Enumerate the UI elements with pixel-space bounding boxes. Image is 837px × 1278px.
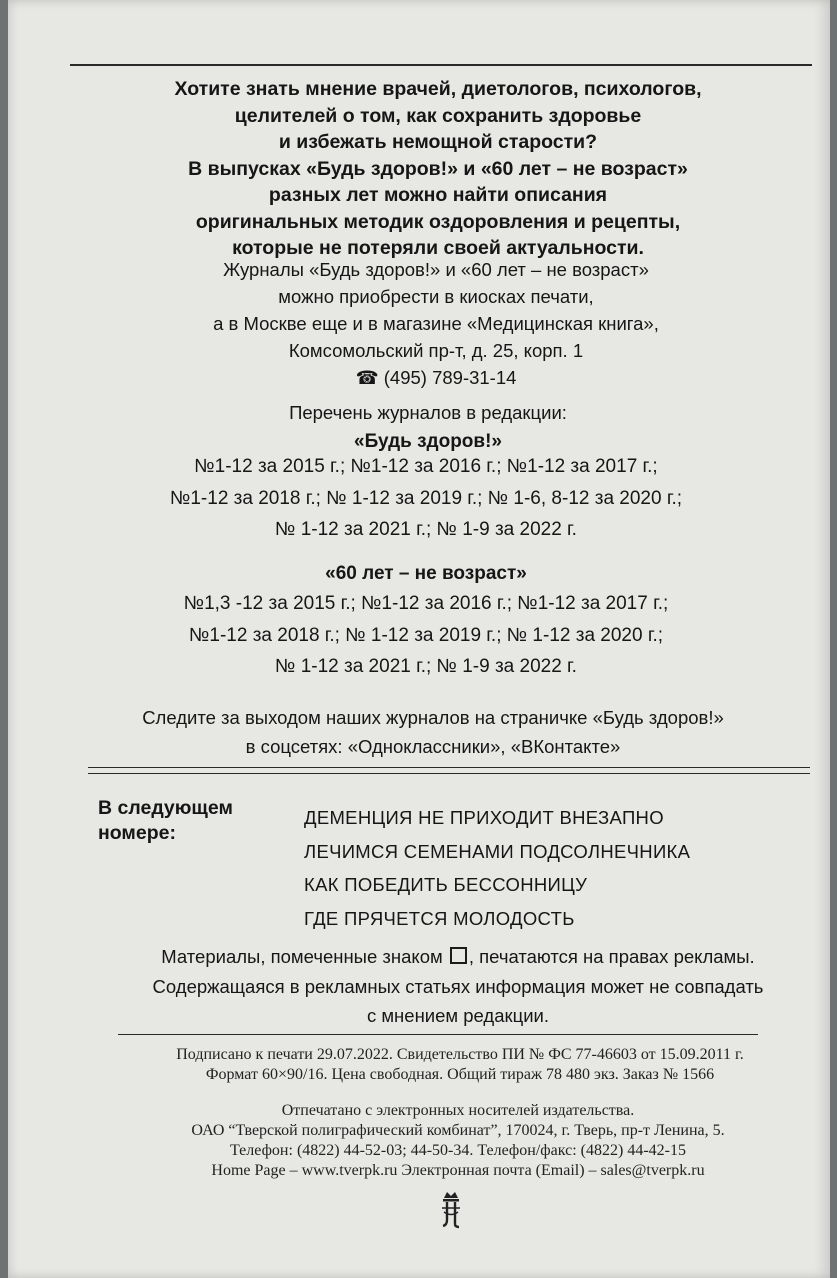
intro-line: целителей о том, как сохранить здоровье [234, 104, 642, 127]
next-issue-label-line: В следующем [98, 797, 233, 819]
next-issue-topic: ДЕМЕНЦИЯ НЕ ПРИХОДИТ ВНЕЗАПНО [304, 807, 664, 828]
magazine-page [8, 0, 830, 1278]
section-rule-top [88, 767, 810, 768]
list-heading-text: Перечень журналов в редакции: [289, 402, 567, 423]
ad-notice-line [68, 942, 837, 972]
issue-line: №1-12 за 2018 г.; № 1-12 за 2019 г.; № 1-6, 8-12 за 2020 г.; [169, 487, 683, 509]
magazine-issues-60-let [26, 560, 826, 683]
issue-line: №1-12 за 2018 г.; № 1-12 за 2019 г.; № 1-12 за 2020 г.; [189, 624, 663, 646]
imprint-line: Телефон: (4822) 44-52-03; 44-50-34. Телефон/факс: (4822) 44-42-15 [230, 1142, 686, 1159]
imprint-line: Home Page – www.tverpk.ru Электронная почта (Email) – sales@tverpk.ru [211, 1162, 705, 1179]
top-rule [70, 64, 812, 66]
next-issue-label-line: номере: [98, 822, 176, 844]
purchase-line: а в Москве еще и в магазине «Медицинская книга», [213, 313, 659, 334]
magazine-title-60-let: «60 лет – не возраст» [325, 563, 527, 584]
intro-line: и избежать немощной старости? [278, 131, 598, 153]
advertising-notice [68, 942, 837, 1031]
publication-imprint [60, 1045, 837, 1085]
intro-text [58, 76, 818, 262]
purchase-line: Журналы «Будь здоров!» и «60 лет – не возраст» [223, 259, 649, 280]
social-follow-text [38, 703, 828, 761]
phone-number: (495) 789-31-14 [383, 367, 517, 388]
next-issue-topic: КАК ПОБЕДИТЬ БЕССОННИЦУ [304, 874, 588, 895]
issue-line: №1,3 -12 за 2015 г.; №1-12 за 2016 г.; №1-12 за 2017 г.; [183, 593, 669, 614]
imprint-line: Подписано к печати 29.07.2022. Свидетельство ПИ № ФС 77-46603 от 15.09.2011 г. [176, 1046, 744, 1063]
printing-house-monogram-icon [436, 1190, 466, 1230]
ad-notice-line: Содержащаяся в рекламных статьях информация может не совпадать [152, 975, 764, 997]
next-issue-topic: ГДЕ ПРЯЧЕТСЯ МОЛОДОСТЬ [304, 907, 575, 929]
ad-notice-text: , печатаются на правах рекламы. [468, 946, 755, 967]
imprint-rule [118, 1034, 758, 1035]
telephone-icon: ☎ [355, 367, 379, 388]
issue-line: № 1-12 за 2021 г.; № 1-9 за 2022 г. [275, 656, 577, 677]
ad-notice-text: Материалы, помеченные знаком [161, 946, 443, 967]
ad-notice-line: с мнением редакции. [366, 1005, 550, 1026]
intro-line: Хотите знать мнение врачей, диетологов, психологов, [174, 78, 702, 100]
imprint-line: ОАО “Тверской полиграфический комбинат”, 170024, г. Тверь, пр-т Ленина, 5. [191, 1122, 725, 1139]
issue-line: №1-12 за 2015 г.; №1-12 за 2016 г.; №1-12 за 2017 г.; [194, 456, 658, 477]
magazine-title-bud-zdorov: «Будь здоров!» [354, 431, 502, 452]
next-issue-topic: ЛЕЧИМСЯ СЕМЕНАМИ ПОДСОЛНЕЧНИКА [304, 840, 691, 862]
section-rule-bottom [88, 773, 810, 774]
magazine-issues-bud-zdorov [26, 451, 826, 546]
purchase-line: можно приобрести в киосках печати, [278, 286, 594, 307]
purchase-line: Комсомольский пр-т, д. 25, корп. 1 [288, 340, 584, 361]
intro-line: которые не потеряли своей актуальности. [232, 237, 644, 259]
intro-line: разных лет можно найти описания [268, 184, 608, 206]
imprint-line: Формат 60×90/16. Цена свободная. Общий тираж 78 480 экз. Заказ № 1566 [205, 1066, 715, 1083]
magazine-list-heading [38, 398, 818, 456]
intro-line: оригинальных методик оздоровления и рецепты, [195, 210, 681, 233]
intro-line: В выпусках «Будь здоров!» и «60 лет – не возраст» [188, 157, 688, 180]
printer-imprint [58, 1101, 837, 1181]
follow-line: Следите за выходом наших журналов на страничке «Будь здоров!» [142, 707, 724, 728]
purchase-info [56, 256, 816, 391]
next-issue-topics [304, 801, 690, 935]
next-issue-label [98, 796, 233, 846]
phone-line [56, 364, 816, 391]
issue-line: № 1-12 за 2021 г.; № 1-9 за 2022 г. [275, 519, 577, 540]
imprint-line: Отпечатано с электронных носителей издательства. [281, 1102, 635, 1119]
advertising-mark-icon [450, 947, 467, 964]
follow-line: в соцсетях: «Одноклассники», «ВКонтакте» [245, 736, 621, 757]
